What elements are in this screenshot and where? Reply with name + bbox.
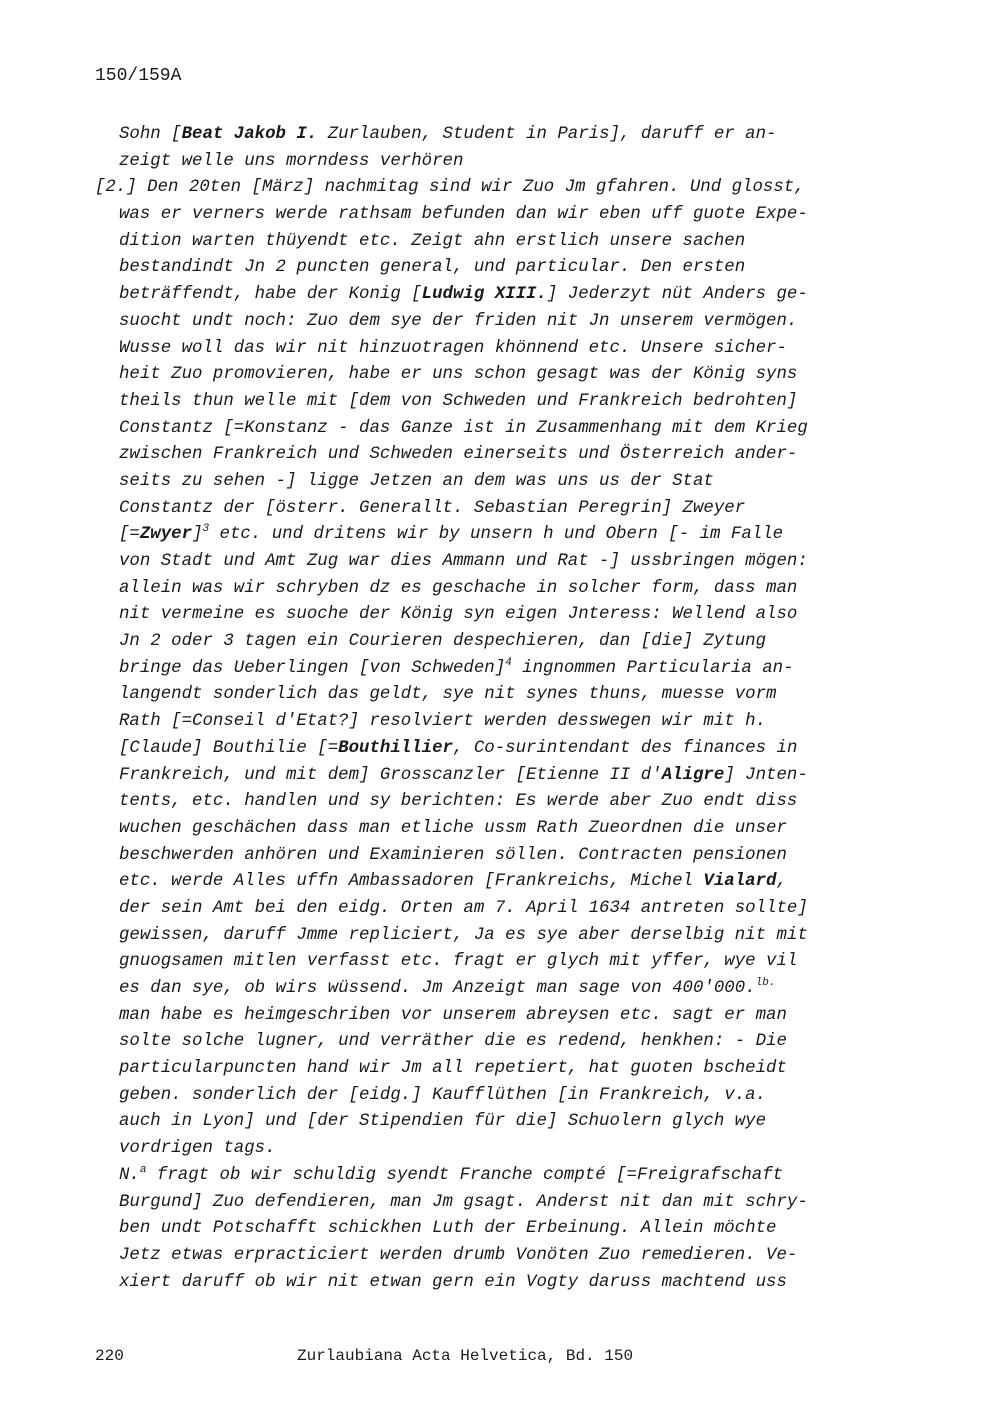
publication-title: Zurlaubiana Acta Helvetica, Bd. 150 — [297, 1347, 634, 1365]
text-segment: Burgund] Zuo defendieren, man Jm gsagt. Anderst nit dan mit schry- — [119, 1192, 808, 1212]
text-segment: Jetz etwas erpracticiert werden drumb Vonöten Zuo remedieren. Ve- — [119, 1245, 798, 1265]
text-line — [95, 949, 875, 976]
text-segment: zeigt welle uns morndess verhören — [119, 151, 464, 171]
text-segment: etc. und dritens wir by unsern h und Obern [- im Falle — [209, 525, 784, 545]
text-segment: [2.] Den 20ten [März] nachmitag sind wir Zuo Jm gfahren. Und glosst, — [95, 178, 805, 198]
text-segment: wuchen geschächen dass man etliche ussm Rath Zueordnen die unser — [119, 818, 787, 838]
text-line — [95, 1003, 875, 1030]
text-segment: bestandindt Jn 2 puncten general, und particular. Den ersten — [119, 258, 746, 278]
text-line — [95, 149, 875, 176]
text-segment: theils thun welle mit [dem von Schweden und Frankreich bedrohten] — [119, 391, 798, 411]
page-number: 220 — [95, 1347, 124, 1365]
text-line — [95, 1029, 875, 1056]
text-segment: heit Zuo promovieren, habe er uns schon gesagt was der König syns — [119, 365, 798, 385]
text-segment: dition warten thüyendt etc. Zeigt ahn erstlich unsere sachen — [119, 231, 746, 251]
text-segment: Jn 2 oder 3 tagen ein Courieren despechieren, dan [die] Zytung — [119, 632, 767, 652]
bold-name: Aligre — [661, 765, 725, 785]
text-line — [95, 682, 875, 709]
text-segment: nit vermeine es suoche der König syn eigen Jnteress: Wellend also — [119, 605, 798, 625]
text-segment: Sohn [ — [119, 125, 182, 144]
text-segment: auch in Lyon] und [der Stipendien für die] Schuolern glych wye — [119, 1112, 767, 1132]
text-line — [95, 1056, 875, 1083]
text-segment: ] — [192, 525, 203, 545]
text-line — [95, 602, 875, 629]
text-line — [95, 1216, 875, 1243]
text-segment: bringe das Ueberlingen [von Schweden] — [119, 658, 506, 678]
text-line — [95, 309, 875, 336]
text-segment: Frankreich, und mit dem] Grosscanzler [Etienne II d' — [119, 765, 662, 785]
text-line — [95, 282, 875, 309]
document-reference: 150/159A — [95, 66, 182, 86]
text-segment: seits zu sehen -] ligge Jetzen an dem was uns us der Stat — [119, 471, 714, 491]
text-segment: solte solche lugner, und verräther die es redend, henkhen: - Die — [119, 1032, 787, 1052]
superscript: a — [139, 1164, 147, 1177]
text-segment: gewissen, daruff Jmme repliciert, Ja es sye aber derselbig nit mit — [119, 925, 808, 945]
text-line — [95, 122, 875, 149]
text-segment: es dan sye, ob wirs wüssend. Jm Anzeigt man sage von 400'000. — [119, 979, 756, 998]
text-line — [95, 869, 875, 896]
text-segment: ingnommen Particularia an- — [511, 658, 794, 678]
text-segment: Wusse woll das wir nit hinzuotragen khönnend etc. Unsere sicher- — [119, 338, 787, 358]
text-line — [95, 1136, 875, 1163]
text-line — [95, 629, 875, 656]
text-line — [95, 789, 875, 816]
text-segment: beschwerden anhören und Examinieren söllen. Contracten pensionen — [119, 845, 787, 865]
text-line — [95, 1083, 875, 1110]
text-segment: Constantz der [österr. Generallt. Sebastian Peregrin] Zweyer — [119, 498, 746, 518]
bold-name: Beat Jakob I. — [181, 125, 318, 144]
text-segment: ] Jederzyt nüt Anders ge- — [546, 285, 808, 305]
text-line — [95, 202, 875, 229]
text-segment: particularpuncten hand wir Jm all repetiert, hat guoten bscheidt — [119, 1059, 787, 1079]
text-line — [95, 362, 875, 389]
text-segment: man habe es heimgeschriben vor unserem abreysen etc. sagt er man — [119, 1005, 787, 1025]
text-segment: xiert daruff ob wir nit etwan gern ein Vogty daruss machtend uss — [119, 1272, 787, 1292]
text-line — [95, 255, 875, 282]
text-segment: Zurlauben, Student in Paris], daruff er an- — [317, 125, 777, 144]
bold-name: Vialard — [703, 872, 777, 892]
bold-name: Zwyer — [139, 525, 193, 545]
text-line — [95, 496, 875, 523]
text-segment: von Stadt und Amt Zug war dies Ammann und Rat -] ussbringen mögen: — [119, 552, 808, 571]
text-segment: beträffendt, habe der Konig [ — [119, 285, 422, 305]
text-segment: fragt ob wir schuldig syendt Franche compté [=Freigrafschaft — [146, 1165, 784, 1185]
text-line — [95, 416, 875, 443]
bold-name: Ludwig XIII. — [421, 285, 547, 305]
text-segment: , Co-surintendant des finances in — [452, 738, 798, 758]
text-segment: vordrigen tags. — [119, 1139, 276, 1159]
text-segment: [Claude] Bouthilie [= — [119, 738, 339, 758]
text-segment: Rath [=Conseil d'Etat?] resolviert werden desswegen wir mit h. — [119, 712, 767, 732]
text-segment: langendt sonderlich das geldt, sye nit synes thuns, muesse vorm — [119, 685, 777, 705]
text-segment: gnuogsamen mitlen verfasst etc. fragt er glych mit yffer, wye vil — [119, 952, 798, 972]
text-segment: suocht undt noch: Zuo dem sye der friden nit Jn unserem vermögen. — [119, 311, 798, 331]
text-line — [95, 816, 875, 843]
text-segment: allein was wir schryben dz es geschache in solcher form, dass man — [119, 578, 798, 598]
text-segment: etc. werde Alles uffn Ambassadoren [Frankreichs, Michel — [119, 872, 704, 892]
text-line — [95, 389, 875, 416]
text-line — [95, 709, 875, 736]
text-line — [95, 522, 875, 549]
text-line — [95, 1109, 875, 1136]
text-line — [95, 763, 875, 790]
text-line — [95, 1270, 875, 1297]
text-segment: [= — [119, 525, 140, 545]
text-line — [95, 442, 875, 469]
superscript: 3 — [202, 523, 210, 536]
text-segment: zwischen Frankreich und Schweden einerseits und Österreich ander- — [119, 445, 798, 465]
text-line — [95, 336, 875, 363]
superscript: 4 — [505, 656, 512, 669]
text-line — [95, 1163, 875, 1190]
text-segment: der sein Amt bei den eidg. Orten am 7. April 1634 antreten sollte] — [119, 898, 808, 918]
text-segment: , — [776, 872, 787, 892]
superscript: lb. — [755, 977, 776, 990]
text-segment: ben undt Potschafft schickhen Luth der Erbeinung. Allein möchte — [119, 1219, 777, 1239]
text-line — [95, 736, 875, 763]
text-line — [95, 576, 875, 603]
text-segment: Constantz [=Konstanz - das Ganze ist in Zusammenhang mit dem Krieg — [119, 418, 808, 438]
text-segment: N. — [119, 1165, 140, 1185]
document-body — [95, 122, 875, 1296]
text-segment: was er verners werde rathsam befunden dan wir eben uff guote Expe- — [119, 205, 808, 225]
text-line — [95, 843, 875, 870]
text-line — [95, 976, 875, 1003]
text-line — [95, 469, 875, 496]
text-segment: geben. sonderlich der [eidg.] Kaufflüthen [in Frankreich, v.a. — [119, 1085, 767, 1105]
text-line — [95, 175, 875, 202]
text-line — [95, 1243, 875, 1270]
text-line — [95, 1190, 875, 1217]
bold-name: Bouthillier — [338, 738, 453, 758]
text-line — [95, 923, 875, 950]
text-segment: tents, etc. handlen und sy berichten: Es werde aber Zuo endt diss — [119, 792, 798, 812]
text-line — [95, 549, 875, 576]
text-segment: ] Jnten- — [724, 765, 808, 785]
text-line — [95, 229, 875, 256]
text-line — [95, 896, 875, 923]
text-line — [95, 656, 875, 683]
